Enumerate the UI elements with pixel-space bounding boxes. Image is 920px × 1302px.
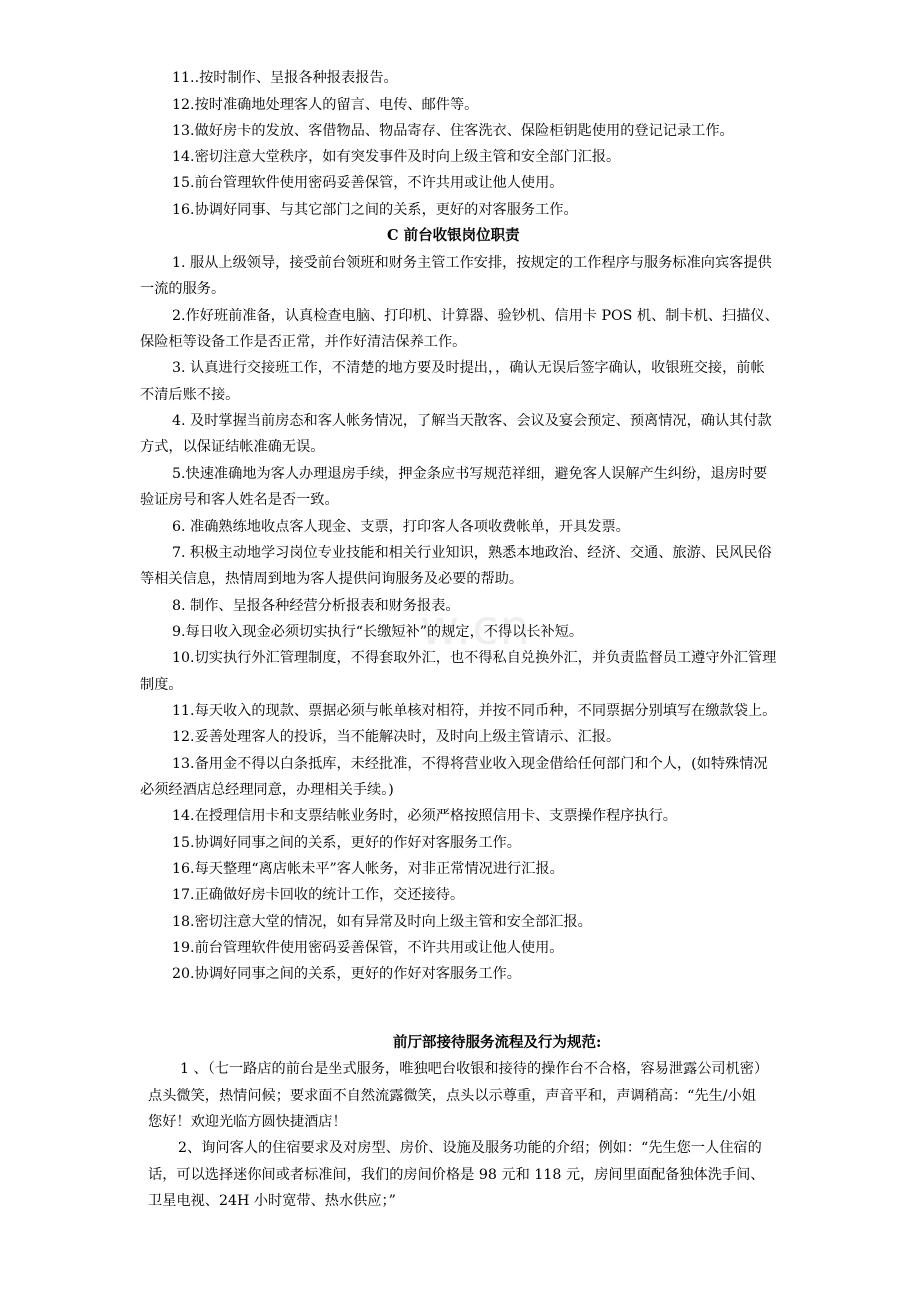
list-item: 3. 认真进行交接班工作，不清楚的地方要及时提出，，确认无误后签字确认，收银班交接，前帐: [172, 360, 765, 376]
list-item: 15.协调好同事之间的关系，更好的作好对客服务工作。: [172, 835, 521, 851]
list-item-continuation: 等相关信息，热情周到地为客人提供问询服务及必要的帮助。: [140, 571, 524, 587]
list-item: 13.做好房卡的发放、客借物品、物品寄存、住客洗衣、保险柜钥匙使用的登记记录工作。: [172, 123, 734, 139]
list-item: 15.前台管理软件使用密码妥善保管，不许共用或让他人使用。: [172, 175, 564, 191]
list-item: 14.在授理信用卡和支票结帐业务时，必须严格按照信用卡、支票操作程序执行。: [172, 808, 677, 824]
list-item-continuation: 必须经酒店总经理同意，办理相关手续。): [140, 782, 394, 798]
list-item: 6. 准确熟练地收点客人现金、支票，打印客人各项收费帐单，开具发票。: [172, 519, 630, 535]
list-item: 9.每日收入现金必须切实执行“长缴短补”的规定，不得以长补短。: [172, 624, 584, 640]
flow-item: 2、询问客人的住宿要求及对房型、房价、设施及服务功能的介绍；例如：“先生您一人住宿的: [178, 1140, 762, 1156]
flow-item-continuation: 您好！欢迎光临方圆快捷酒店！: [148, 1114, 347, 1130]
list-item: 4. 及时掌握当前房态和客人帐务情况，了解当天散客、会议及宴会预定、预离情况，确认其付款: [172, 413, 772, 429]
flow-item-continuation: 点头微笑，热情问候；要求面不自然流露微笑，点头以示尊重，声音平和，声调稍高：“先生/小姐: [148, 1088, 756, 1104]
list-item: 12.妥善处理客人的投诉，当不能解决时，及时向上级主管请示、汇报。: [172, 729, 621, 745]
list-item: 20.协调好同事之间的关系，更好的作好对客服务工作。: [172, 966, 521, 982]
list-item: 12.按时准确地处理客人的留言、电传、邮件等。: [172, 97, 479, 113]
list-item: 16.每天整理“离店帐未平”客人帐务，对非正常情况进行汇报。: [172, 861, 564, 877]
list-item: 8. 制作、呈报各种经营分析报表和财务报表。: [172, 598, 460, 614]
list-item: 5.快速准确地为客人办理退房手续，押金条应书写规范祥细，避免客人误解产生纠纷，退房时要: [172, 466, 768, 482]
list-item: 16.协调好同事、与其它部门之间的关系，更好的对客服务工作。: [172, 202, 578, 218]
section-heading-c: C 前台收银岗位职责: [387, 227, 520, 244]
list-item: 2.作好班前准备，认真检查电脑、打印机、计算器、验钞机、信用卡 POS 机、制卡机、扫描仪、: [172, 308, 779, 324]
list-item: 11.每天收入的现款、票据必须与帐单核对相符，并按不同币种，不同票据分别填写在缴款袋上。: [172, 703, 777, 719]
section-heading-flow: 前厅部接待服务流程及行为规范:: [393, 1034, 602, 1051]
list-item: 13.备用金不得以白条抵库，未经批准，不得将营业收入现金借给任何部门和个人，(如特殊情况: [172, 756, 768, 772]
list-item: 11..按时制作、呈报各种报表报告。: [172, 70, 398, 86]
list-item: 18.密切注意大堂的情况，如有异常及时向上级主管和安全部汇报。: [172, 914, 592, 930]
list-item: 14.密切注意大堂秩序，如有突发事件及时向上级主管和安全部门汇报。: [172, 149, 621, 165]
list-item-continuation: 方式，以保证结帐准确无误。: [140, 439, 325, 455]
list-item: 19.前台管理软件使用密码妥善保管，不许共用或让他人使用。: [172, 940, 564, 956]
flow-item-continuation: 话，可以选择迷你间或者标准间，我们的房间价格是 98 元和 118 元，房间里面配备独体洗手间、: [148, 1167, 765, 1183]
list-item-continuation: 一流的服务。: [140, 281, 226, 297]
list-item: 1. 服从上级领导，接受前台领班和财务主管工作安排，按规定的工作程序与服务标准向宾客提供: [172, 255, 772, 271]
list-item-continuation: 制度。: [140, 677, 183, 693]
list-item-continuation: 验证房号和客人姓名是否一致。: [140, 492, 339, 508]
flow-item-continuation: 卫星电视、24H 小时宽带、热水供应；”: [148, 1193, 396, 1209]
list-item: 17.正确做好房卡回收的统计工作，交还接待。: [172, 887, 465, 903]
flow-item: 1 、（七一路店的前台是坐式服务，唯独吧台收银和接待的操作台不合格，容易泄露公司机密）: [180, 1061, 769, 1077]
list-item-continuation: 不清后账不接。: [140, 387, 240, 403]
list-item-continuation: 保险柜等设备工作是否正常，并作好清洁保养工作。: [140, 334, 467, 350]
watermark: w.cn: [420, 600, 531, 656]
list-item: 10.切实执行外汇管理制度，不得套取外汇，也不得私自兑换外汇，并负责监督员工遵守外汇管理: [172, 650, 777, 666]
list-item: 7. 积极主动地学习岗位专业技能和相关行业知识，熟悉本地政治、经济、交通、旅游、民风民俗: [172, 545, 772, 561]
